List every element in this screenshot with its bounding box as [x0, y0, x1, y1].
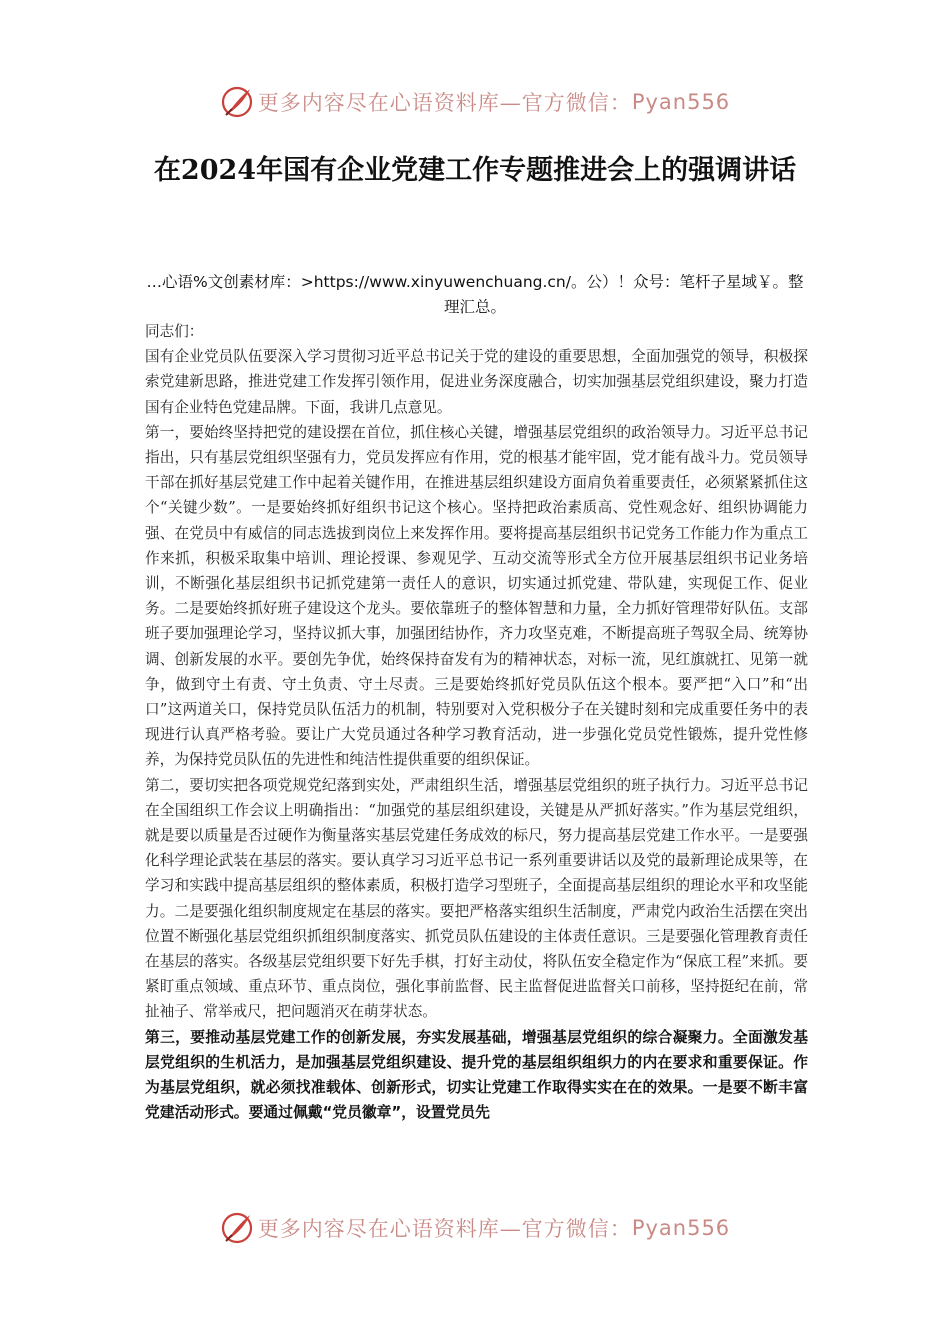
- document-body: [145, 319, 808, 1126]
- quill-logo-icon: [220, 1211, 254, 1245]
- banner-text: 更多内容尽在心语资料库—官方微信：: [257, 1217, 632, 1241]
- salutation: 同志们：: [145, 323, 204, 340]
- quill-logo-icon: [220, 85, 254, 119]
- header-watermark-banner: [0, 82, 950, 122]
- section-two-paragraph: 第二，要切实把各项党规党纪落到实处，严肃组织生活，增强基层党组织的班子执行力。习近平总书记在全国组织工作会议上明确指出：“加强党的基层组织建设，关键是从严抓好落实。”作为基层党组织，就是要以质量是否过硬作为衡量落实基层党建任务成效的标尺，努力提高基层党建工作水平。一是要强化科学理论武装在基层的落实。要认真学习习近平总书记一系列重要讲话以及党的最新理论成果等，在学习和实践中提高基层组织的整体素质，积极打造学习型班子，全面提高基层组织的理论水平和攻坚能力。二是要强化组织制度规定在基层的落实。要把严格落实组织生活制度，严肃党内政治生活摆在突出位置不断强化基层党组织抓组织制度落实、抓党员队伍建设的主体责任意识。三是要强化管理教育责任在基层的落实。各级基层党组织要下好先手棋，打好主动仗，将队伍安全稳定作为“保底工程”来抓。要紧盯重点领域、重点环节、重点岗位，强化事前监督、民主监督促进监督关口前移，坚持挺纪在前，常扯袖子、常举戒尺，把问题消灭在萌芽状态。: [145, 776, 808, 1021]
- footer-watermark-banner: [0, 1208, 950, 1248]
- banner-wechat-id: Pyan556: [631, 1216, 731, 1240]
- section-one-paragraph: 第一，要始终坚持把党的建设摆在首位，抓住核心关键，增强基层党组织的政治领导力。习近平总书记指出，只有基层党组织坚强有力，党员发挥应有作用，党的根基才能牢固，党才能有战斗力。党员领导干部在抓好基层党建工作中起着关键作用，在推进基层组织建设方面肩负着重要责任，必须紧紧抓住这个“关键少数”。一是要始终抓好组织书记这个核心。坚持把政治素质高、党性观念好、组织协调能力强、在党员中有威信的同志选拔到岗位上来发挥作用。要将提高基层组织书记党务工作能力作为重点工作来抓，积极采取集中培训、理论授课、参观见学、互动交流等形式全方位开展基层组织书记业务培训，不断强化基层组织书记抓党建第一责任人的意识，切实通过抓党建、带队建，实现促工作、促业务。二是要始终抓好班子建设这个龙头。要依靠班子的整体智慧和力量，全力抓好管理带好队伍。支部班子要加强理论学习，坚持议抓大事，加强团结协作，齐力攻坚克难，不断提高班子驾驭全局、统筹协调、创新发展的水平。要创先争优，始终保持奋发有为的精神状态，对标一流，见红旗就扛、见第一就争，做到守土有责、守土负责、守土尽责。三是要始终抓好党员队伍这个根本。要严把“入口”和“出口”这两道关口，保持党员队伍活力的机制，特别要对入党积极分子在关键时刻和完成重要任务中的表现进行认真严格考验。要让广大党员通过各种学习教育活动，进一步强化党员党性锻炼，提升党性修养，为保持党员队伍的先进性和纯洁性提供重要的组织保证。: [145, 423, 808, 769]
- document-source-line: …心语%文创素材库：>https://www.xinyuwenchuang.cn/。公）！众号：笔杆子星域￥。整理汇总。: [146, 273, 804, 316]
- document-title: 在2024年国有企业党建工作专题推进会上的强调讲话: [153, 155, 797, 186]
- banner-wechat-id: Pyan556: [631, 90, 731, 114]
- banner-text: 更多内容尽在心语资料库—官方微信：: [257, 91, 632, 115]
- intro-paragraph: 国有企业党员队伍要深入学习贯彻习近平总书记关于党的建设的重要思想，全面加强党的领导，积极探索党建新思路，推进党建工作发挥引领作用，促进业务深度融合，切实加强基层党组织建设，聚力打造国有企业特色党建品牌。下面，我讲几点意见。: [145, 348, 808, 416]
- section-three-paragraph: 第三，要推动基层党建工作的创新发展，夯实发展基础，增强基层党组织的综合凝聚力。全面激发基层党组织的生机活力，是加强基层党组织建设、提升党的基层组织组织力的内在要求和重要保证。作为基层党组织，就必须找准载体、创新形式，切实让党建工作取得实实在在的效果。一是要不断丰富党建活动形式。要通过佩戴“党员徽章”，设置党员先: [145, 1028, 808, 1122]
